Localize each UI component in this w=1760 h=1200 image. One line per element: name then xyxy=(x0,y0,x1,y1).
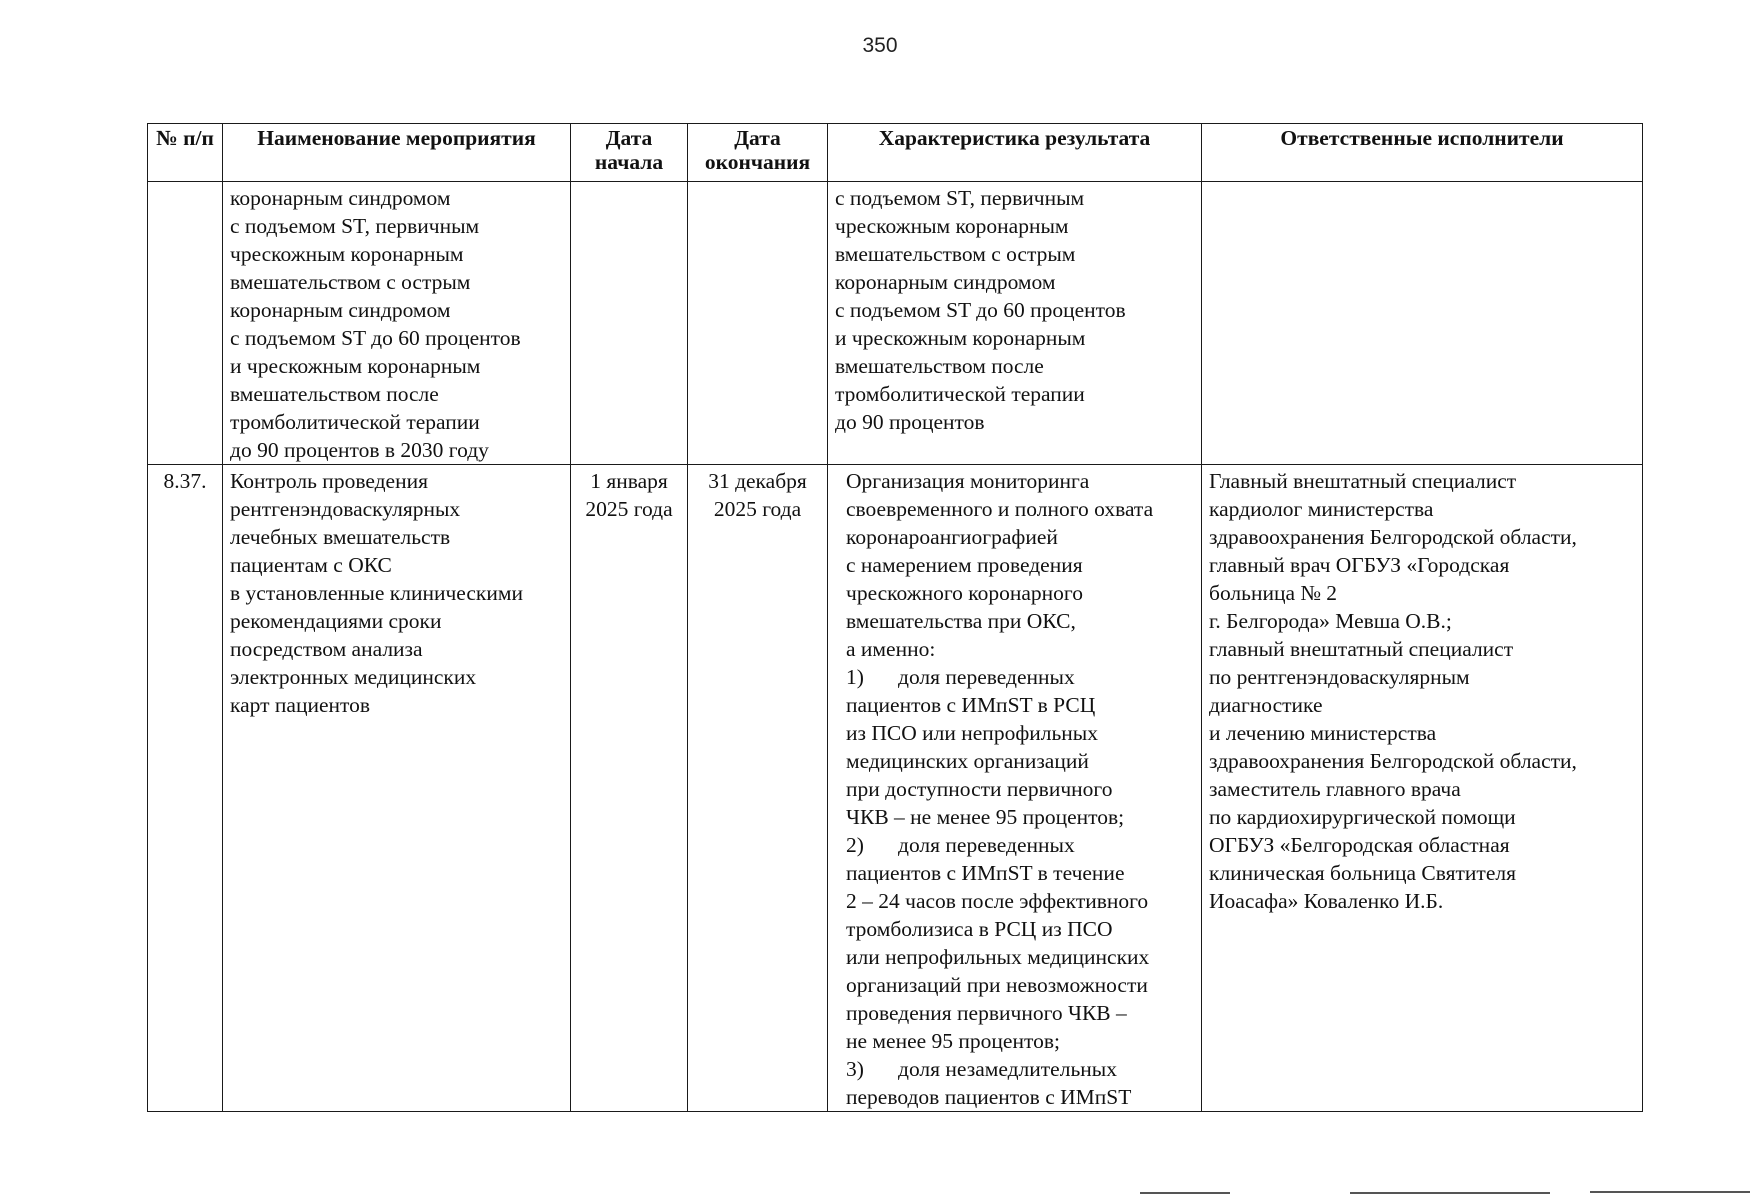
text-line: 2025 года xyxy=(585,497,673,521)
text-line: 1 января xyxy=(590,469,668,493)
cell-result xyxy=(828,465,1202,1112)
text-line: вмешательством с острым xyxy=(835,242,1076,266)
header-num: № п/п xyxy=(148,124,223,182)
text-line: вмешательством после xyxy=(230,382,439,406)
text-line: с подъемом ST до 60 процентов xyxy=(230,326,521,350)
list-item-text: доля переведенных xyxy=(898,833,1075,857)
header-result: Характеристика результата xyxy=(828,124,1202,182)
text-line: своевременного и полного охвата xyxy=(846,497,1154,521)
text-line: при доступности первичного xyxy=(846,777,1113,801)
text-line: тромболизиса в РСЦ из ПСО xyxy=(846,917,1113,941)
text-line: карт пациентов xyxy=(230,693,371,717)
cell-name xyxy=(223,182,571,465)
text-line: коронарным синдромом xyxy=(230,298,451,322)
page-number: 350 xyxy=(862,34,898,57)
scan-artifact-line xyxy=(1590,1191,1750,1193)
text-line: в установленные клиническими xyxy=(230,581,523,605)
table-row-8-37 xyxy=(148,465,1643,1112)
text-line: коронарным синдромом xyxy=(835,270,1056,294)
text-line: переводов пациентов с ИМпST xyxy=(846,1085,1132,1109)
text-line: и лечению министерства xyxy=(1209,721,1437,745)
text-line: с намерением проведения xyxy=(846,553,1083,577)
list-item-marker: 3) xyxy=(846,1057,864,1081)
text-line: ЧКВ – не менее 95 процентов; xyxy=(846,805,1125,829)
text-line: г. Белгорода» Мевша О.В.; xyxy=(1209,609,1452,633)
table-header-row xyxy=(148,124,1643,182)
text-line: вмешательства при ОКС, xyxy=(846,609,1076,633)
text-line: чрескожного коронарного xyxy=(846,581,1083,605)
cell-end xyxy=(688,465,828,1112)
text-line: здравоохранения Белгородской области, xyxy=(1209,525,1577,549)
list-item-first-line xyxy=(846,831,1194,859)
text-line: с подъемом ST, первичным xyxy=(835,186,1085,210)
list-item-first-line xyxy=(846,1055,1194,1083)
cell-result xyxy=(828,182,1202,465)
text-line: проведения первичного ЧКВ – xyxy=(846,1001,1127,1025)
header-name: Наименование мероприятия xyxy=(223,124,571,182)
list-item-marker: 2) xyxy=(846,833,864,857)
header-responsible: Ответственные исполнители xyxy=(1202,124,1643,182)
cell-num xyxy=(148,182,223,465)
cell-responsible xyxy=(1202,465,1643,1112)
text-line: до 90 процентов xyxy=(835,410,985,434)
text-line: и чрескожным коронарным xyxy=(835,326,1086,350)
text-line: Контроль проведения xyxy=(230,469,428,493)
list-item-first-line xyxy=(846,663,1194,691)
text-line: рекомендациями сроки xyxy=(230,609,442,633)
text-line: рентгенэндоваскулярных xyxy=(230,497,461,521)
text-line: с подъемом ST до 60 процентов xyxy=(835,298,1126,322)
text-line: чрескожным коронарным xyxy=(835,214,1069,238)
text-line: медицинских организаций xyxy=(846,749,1089,773)
text-line: пациентам с ОКС xyxy=(230,553,392,577)
list-item-text: доля незамедлительных xyxy=(898,1057,1117,1081)
activities-table xyxy=(147,123,1643,1112)
text-line: с подъемом ST, первичным xyxy=(230,214,480,238)
text-line: коронароангиографией xyxy=(846,525,1058,549)
text-line: 31 декабря xyxy=(708,469,807,493)
text-line: 2 – 24 часов после эффективного xyxy=(846,889,1149,913)
text-line: пациентов с ИМпST в течение xyxy=(846,861,1125,885)
cell-responsible xyxy=(1202,182,1643,465)
text-line: диагностике xyxy=(1209,693,1323,717)
text-line: кардиолог министерства xyxy=(1209,497,1434,521)
list-item-marker: 1) xyxy=(846,665,864,689)
header-start-date: Дата начала xyxy=(571,124,688,182)
text-line: тромболитической терапии xyxy=(230,410,480,434)
text-line: до 90 процентов в 2030 году xyxy=(230,438,489,462)
text-line: Организация мониторинга xyxy=(846,469,1090,493)
text-line: Главный внештатный специалист xyxy=(1209,469,1517,493)
text-line: 2025 года xyxy=(713,497,802,521)
text-line: заместитель главного врача xyxy=(1209,777,1461,801)
text-line: Иоасафа» Коваленко И.Б. xyxy=(1209,889,1444,913)
text-line: электронных медицинских xyxy=(230,665,477,689)
text-line: главный врач ОГБУЗ «Городская xyxy=(1209,553,1510,577)
text-line: коронарным синдромом xyxy=(230,186,451,210)
text-line: здравоохранения Белгородской области, xyxy=(1209,749,1577,773)
text-line: посредством анализа xyxy=(230,637,423,661)
text-line: вмешательством с острым xyxy=(230,270,471,294)
text-line: лечебных вмешательств xyxy=(230,525,451,549)
text-line: главный внештатный специалист xyxy=(1209,637,1514,661)
text-line: вмешательством после xyxy=(835,354,1044,378)
text-line: чрескожным коронарным xyxy=(230,242,464,266)
cell-start xyxy=(571,182,688,465)
cell-name xyxy=(223,465,571,1112)
text-line: организаций при невозможности xyxy=(846,973,1148,997)
text-line: или непрофильных медицинских xyxy=(846,945,1150,969)
text-line: пациентов с ИМпST в РСЦ xyxy=(846,693,1096,717)
scan-artifact-line xyxy=(1140,1192,1230,1194)
cell-end xyxy=(688,182,828,465)
table-row-continued xyxy=(148,182,1643,465)
text-line: не менее 95 процентов; xyxy=(846,1029,1060,1053)
text-line: по рентгенэндоваскулярным xyxy=(1209,665,1470,689)
text-line: а именно: xyxy=(846,637,936,661)
list-item-text: доля переведенных xyxy=(898,665,1075,689)
cell-start xyxy=(571,465,688,1112)
text-line: по кардиохирургической помощи xyxy=(1209,805,1516,829)
text-line: тромболитической терапии xyxy=(835,382,1085,406)
text-line: клиническая больница Святителя xyxy=(1209,861,1516,885)
text-line: и чрескожным коронарным xyxy=(230,354,481,378)
text-line: больница № 2 xyxy=(1209,581,1338,605)
scan-artifact-line xyxy=(1350,1192,1550,1194)
text-line: из ПСО или непрофильных xyxy=(846,721,1098,745)
text-line: ОГБУЗ «Белгородская областная xyxy=(1209,833,1510,857)
header-end-date: Дата окончания xyxy=(688,124,828,182)
cell-num: 8.37. xyxy=(148,465,223,1112)
